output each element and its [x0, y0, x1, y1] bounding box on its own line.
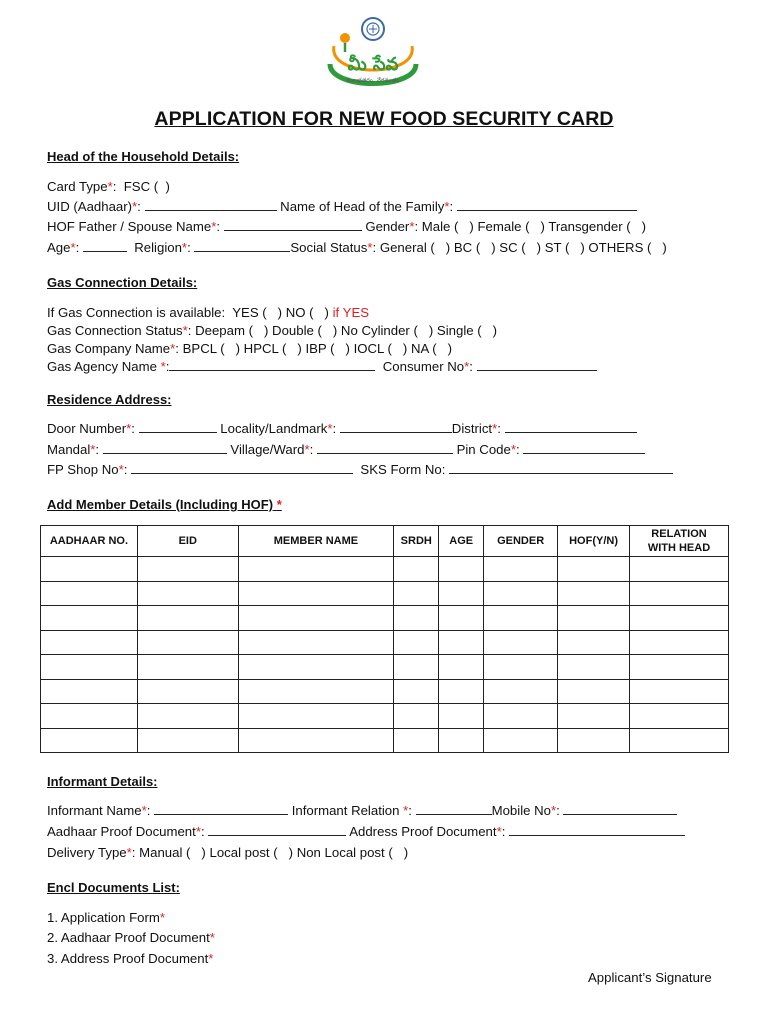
- table-cell[interactable]: [238, 679, 394, 704]
- document-item: 3. Address Proof Document*: [47, 951, 214, 966]
- column-header: MEMBER NAME: [238, 526, 394, 557]
- table-cell[interactable]: [630, 679, 729, 704]
- sks-form-field[interactable]: [449, 461, 673, 474]
- table-header-row: [41, 526, 729, 557]
- table-cell[interactable]: [137, 679, 238, 704]
- table-cell[interactable]: [137, 630, 238, 655]
- district-field[interactable]: [505, 420, 637, 433]
- table-cell[interactable]: [238, 728, 394, 753]
- hof-heading: Head of the Household Details:: [47, 149, 240, 164]
- age-field[interactable]: [83, 239, 127, 252]
- svg-text:సులభతరం, వేగవంతం: సులభతరం, వేగవంతం: [346, 77, 400, 84]
- hof-name-field[interactable]: [457, 198, 637, 211]
- table-cell[interactable]: [484, 557, 558, 582]
- mandal-row: Mandal*: Village/Ward*: Pin Code*:: [47, 441, 645, 459]
- table-cell[interactable]: [394, 679, 439, 704]
- card-type-option[interactable]: FSC ( ): [123, 179, 170, 194]
- column-header: RELATION WITH HEAD: [630, 526, 729, 557]
- table-cell[interactable]: [484, 655, 558, 680]
- address-heading: Residence Address:: [47, 392, 172, 407]
- mobile-no-field[interactable]: [563, 802, 677, 815]
- column-header: EID: [137, 526, 238, 557]
- document-item: 1. Application Form*: [47, 910, 166, 925]
- member-details-table: [40, 525, 729, 753]
- table-cell[interactable]: [238, 704, 394, 729]
- table-cell[interactable]: [394, 728, 439, 753]
- gas-company-options[interactable]: BPCL ( ) HPCL ( ) IBP ( ) IOCL ( ) NA ( ): [182, 341, 453, 356]
- table-cell[interactable]: [137, 728, 238, 753]
- table-cell[interactable]: [41, 581, 138, 606]
- table-cell[interactable]: [394, 704, 439, 729]
- table-cell[interactable]: [238, 557, 394, 582]
- table-cell[interactable]: [394, 630, 439, 655]
- aadhaar-proof-field[interactable]: [208, 823, 346, 836]
- social-status-options[interactable]: General ( ) BC ( ) SC ( ) ST ( ) OTHERS ( ): [379, 240, 667, 255]
- page-title: APPLICATION FOR NEW FOOD SECURITY CARD: [154, 108, 614, 130]
- column-header: SRDH: [394, 526, 439, 557]
- table-cell[interactable]: [137, 704, 238, 729]
- table-cell[interactable]: [41, 557, 138, 582]
- table-cell[interactable]: [137, 655, 238, 680]
- father-name-field[interactable]: [224, 218, 362, 231]
- table-cell[interactable]: [394, 581, 439, 606]
- meeseva-logo-icon: [320, 16, 426, 92]
- card-type-row: Card Type*: FSC ( ): [47, 179, 170, 194]
- table-cell[interactable]: [439, 581, 484, 606]
- table-cell[interactable]: [394, 606, 439, 631]
- gender-options[interactable]: Male ( ) Female ( ) Transgender ( ): [421, 219, 647, 234]
- address-proof-field[interactable]: [509, 823, 685, 836]
- table-cell[interactable]: [238, 655, 394, 680]
- delivery-row: Delivery Type*: Manual ( ) Local post ( ) Non Local post ( ): [47, 845, 409, 860]
- table-row: [41, 581, 729, 606]
- table-cell[interactable]: [394, 557, 439, 582]
- table-row: [41, 704, 729, 729]
- table-cell[interactable]: [484, 581, 558, 606]
- village-field[interactable]: [317, 441, 453, 454]
- table-cell[interactable]: [238, 606, 394, 631]
- table-cell[interactable]: [484, 679, 558, 704]
- informant-row: Informant Name*: Informant Relation *: Mobile No*:: [47, 802, 677, 820]
- documents-heading: Encl Documents List:: [47, 880, 180, 895]
- gas-agency-row: Gas Agency Name *: Consumer No*:: [47, 358, 597, 376]
- table-cell[interactable]: [41, 630, 138, 655]
- table-cell[interactable]: [630, 728, 729, 753]
- table-cell[interactable]: [558, 655, 630, 680]
- table-cell[interactable]: [630, 655, 729, 680]
- table-cell[interactable]: [41, 704, 138, 729]
- uid-row: UID (Aadhaar)*: Name of Head of the Family*:: [47, 198, 637, 216]
- table-cell[interactable]: [41, 655, 138, 680]
- age-row: Age*: Religion*: Social Status*: General ( ) BC ( ) SC ( ) ST ( ) OTHERS ( ): [47, 240, 667, 255]
- fp-shop-field[interactable]: [131, 461, 353, 474]
- table-cell[interactable]: [41, 606, 138, 631]
- door-number-field[interactable]: [139, 420, 217, 433]
- table-cell[interactable]: [439, 557, 484, 582]
- table-cell[interactable]: [558, 630, 630, 655]
- pin-code-field[interactable]: [523, 441, 645, 454]
- consumer-no-field[interactable]: [477, 358, 597, 371]
- table-cell[interactable]: [630, 581, 729, 606]
- table-cell[interactable]: [484, 606, 558, 631]
- gas-agency-field[interactable]: [169, 358, 375, 371]
- informant-relation-field[interactable]: [416, 802, 492, 815]
- table-cell[interactable]: [439, 630, 484, 655]
- column-header: GENDER: [484, 526, 558, 557]
- informant-name-field[interactable]: [154, 802, 288, 815]
- column-header: AADHAAR NO.: [41, 526, 138, 557]
- door-row: Door Number*: Locality/Landmark*: District*:: [47, 420, 637, 438]
- table-cell[interactable]: [238, 630, 394, 655]
- table-cell[interactable]: [558, 606, 630, 631]
- table-cell[interactable]: [439, 606, 484, 631]
- gas-status-options[interactable]: Deepam ( ) Double ( ) No Cylinder ( ) Single ( ): [195, 323, 498, 338]
- table-cell[interactable]: [558, 704, 630, 729]
- table-cell[interactable]: [137, 557, 238, 582]
- table-row: [41, 557, 729, 582]
- religion-field[interactable]: [194, 239, 290, 252]
- gas-status-row: Gas Connection Status*: Deepam ( ) Double ( ) No Cylinder ( ) Single ( ): [47, 323, 498, 338]
- mandal-field[interactable]: [103, 441, 227, 454]
- table-cell[interactable]: [439, 728, 484, 753]
- table-cell[interactable]: [630, 557, 729, 582]
- delivery-type-options[interactable]: Manual ( ) Local post ( ) Non Local post ( ): [139, 845, 409, 860]
- table-row: [41, 679, 729, 704]
- table-cell[interactable]: [558, 557, 630, 582]
- table-cell[interactable]: [484, 704, 558, 729]
- table-cell[interactable]: [558, 679, 630, 704]
- proof-row: Aadhaar Proof Document*: Address Proof Document*:: [47, 823, 685, 841]
- table-row: [41, 606, 729, 631]
- table-row: [41, 655, 729, 680]
- locality-field[interactable]: [340, 420, 452, 433]
- document-item: 2. Aadhaar Proof Document*: [47, 930, 215, 945]
- table-row: [41, 630, 729, 655]
- uid-field[interactable]: [145, 198, 277, 211]
- gas-company-row: Gas Company Name*: BPCL ( ) HPCL ( ) IBP ( ) IOCL ( ) NA ( ): [47, 341, 453, 356]
- svg-text:మీ సేవ: మీ సేవ: [347, 54, 399, 75]
- column-header: AGE: [439, 526, 484, 557]
- father-row: HOF Father / Spouse Name*: Gender*: Male ( ) Female ( ) Transgender ( ): [47, 219, 647, 234]
- table-row: [41, 728, 729, 753]
- informant-heading: Informant Details:: [47, 774, 158, 789]
- table-cell[interactable]: [558, 728, 630, 753]
- gas-available-options[interactable]: YES ( ) NO ( ): [232, 305, 329, 320]
- table-cell[interactable]: [484, 630, 558, 655]
- table-cell[interactable]: [484, 728, 558, 753]
- table-cell[interactable]: [439, 679, 484, 704]
- table-cell[interactable]: [439, 704, 484, 729]
- members-heading: Add Member Details (Including HOF) *: [47, 497, 282, 512]
- table-cell[interactable]: [630, 606, 729, 631]
- gas-available-row: If Gas Connection is available: YES ( ) NO ( ) if YES: [47, 305, 370, 320]
- table-cell[interactable]: [394, 655, 439, 680]
- column-header: HOF(Y/N): [558, 526, 630, 557]
- card-type-label: Card Type: [47, 179, 108, 194]
- table-cell[interactable]: [439, 655, 484, 680]
- table-cell[interactable]: [41, 728, 138, 753]
- fp-shop-row: FP Shop No*: SKS Form No:: [47, 461, 673, 479]
- table-cell[interactable]: [41, 679, 138, 704]
- table-cell[interactable]: [137, 581, 238, 606]
- applicant-signature: Applicant’s Signature: [588, 970, 712, 985]
- table-cell[interactable]: [630, 630, 729, 655]
- table-cell[interactable]: [137, 606, 238, 631]
- table-cell[interactable]: [238, 581, 394, 606]
- gas-heading: Gas Connection Details:: [47, 275, 198, 290]
- table-cell[interactable]: [630, 704, 729, 729]
- table-cell[interactable]: [558, 581, 630, 606]
